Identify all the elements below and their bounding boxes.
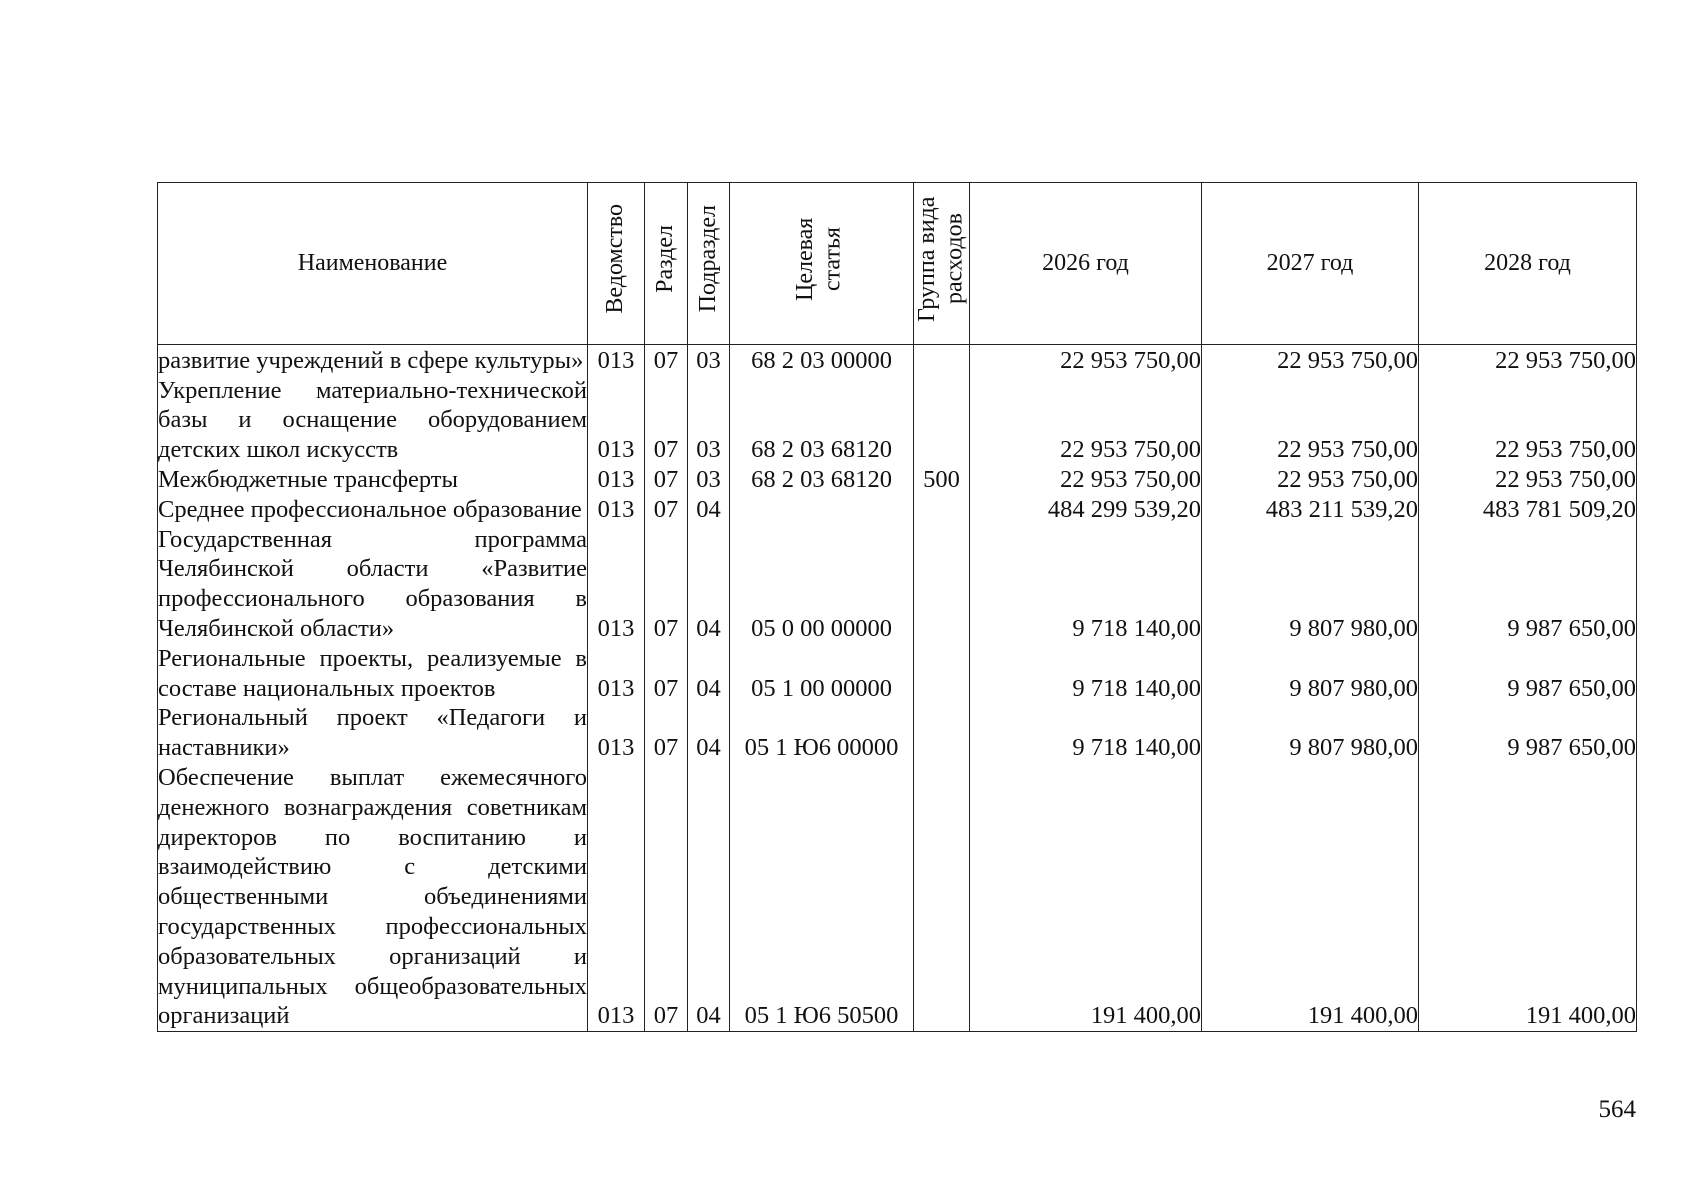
row-subsection-code: 03 — [688, 465, 730, 495]
row-section-code: 07 — [645, 376, 688, 465]
row-amount-2028: 22 953 750,00 — [1419, 344, 1637, 375]
page-number: 564 — [1598, 1096, 1636, 1123]
row-amount-2026: 191 400,00 — [970, 763, 1202, 1032]
row-subsection-code: 03 — [688, 344, 730, 375]
budget-table — [157, 182, 1637, 1032]
row-amount-2027: 9 807 980,00 — [1202, 703, 1419, 763]
row-subsection-code: 04 — [688, 495, 730, 525]
row-amount-2026: 9 718 140,00 — [970, 644, 1202, 704]
row-name: Среднее профессиональное образование — [158, 495, 588, 525]
row-department-code: 013 — [588, 525, 645, 644]
table-body — [158, 344, 1637, 1031]
row-name: Государственная программа Челябинской области «Развитие профессионального образования в Челябинской области» — [158, 525, 587, 642]
row-subsection-code: 03 — [688, 376, 730, 465]
row-target-article: 05 0 00 00000 — [730, 525, 914, 644]
row-amount-2027: 9 807 980,00 — [1202, 644, 1419, 704]
row-target-article: 05 1 Ю6 50500 — [730, 763, 914, 1032]
row-amount-2028: 22 953 750,00 — [1419, 376, 1637, 465]
table-row — [158, 644, 1637, 704]
table-row — [158, 376, 1637, 465]
row-amount-2028: 9 987 650,00 — [1419, 703, 1637, 763]
header-year-2026: 2026 год — [970, 183, 1202, 345]
row-name: Обеспечение выплат ежемесячного денежного вознаграждения советникам директоров по воспитанию и взаимодействию с детскими общественными объединениями государственных профессиональных образовательных организаций и муниципальных общеобразовательных организаций — [158, 763, 588, 1032]
row-department-code: 013 — [588, 644, 645, 704]
row-department-code: 013 — [588, 344, 645, 375]
header-year-2028: 2028 год — [1419, 183, 1637, 345]
row-name: Региональные проекты, реализуемые в составе национальных проектов — [158, 644, 587, 702]
row-amount-2028: 9 987 650,00 — [1419, 525, 1637, 644]
row-section-code: 07 — [645, 763, 688, 1032]
row-amount-2027: 22 953 750,00 — [1202, 465, 1419, 495]
row-target-article — [730, 495, 914, 525]
row-expense-group — [914, 644, 970, 704]
row-amount-2026: 22 953 750,00 — [970, 465, 1202, 495]
row-amount-2026: 22 953 750,00 — [970, 344, 1202, 375]
table-row — [158, 495, 1637, 525]
row-amount-2028: 191 400,00 — [1419, 763, 1637, 1032]
table-row — [158, 763, 1637, 1032]
row-subsection-code: 04 — [688, 703, 730, 763]
row-expense-group — [914, 495, 970, 525]
header-department: Ведомство — [588, 183, 645, 345]
header-subsection: Подраздел — [688, 183, 730, 345]
row-expense-group — [914, 525, 970, 644]
header-row — [158, 183, 1637, 345]
row-target-article: 68 2 03 00000 — [730, 344, 914, 375]
row-amount-2026: 9 718 140,00 — [970, 525, 1202, 644]
row-expense-group — [914, 344, 970, 375]
row-section-code: 07 — [645, 525, 688, 644]
row-target-article: 68 2 03 68120 — [730, 465, 914, 495]
row-department-code: 013 — [588, 495, 645, 525]
header-target-article: Целевая статья — [730, 183, 914, 345]
header-section: Раздел — [645, 183, 688, 345]
row-expense-group — [914, 703, 970, 763]
row-amount-2028: 483 781 509,20 — [1419, 495, 1637, 525]
row-name: Межбюджетные трансферты — [158, 465, 588, 495]
row-amount-2026: 484 299 539,20 — [970, 495, 1202, 525]
row-amount-2027: 9 807 980,00 — [1202, 525, 1419, 644]
row-amount-2028: 22 953 750,00 — [1419, 465, 1637, 495]
row-section-code: 07 — [645, 465, 688, 495]
row-amount-2026: 9 718 140,00 — [970, 703, 1202, 763]
row-target-article: 68 2 03 68120 — [730, 376, 914, 465]
header-expense-group: Группа вида расходов — [914, 183, 970, 345]
row-amount-2027: 22 953 750,00 — [1202, 344, 1419, 375]
row-subsection-code: 04 — [688, 525, 730, 644]
row-amount-2026: 22 953 750,00 — [970, 376, 1202, 465]
row-department-code: 013 — [588, 376, 645, 465]
row-expense-group — [914, 763, 970, 1032]
row-name: развитие учреждений в сфере культуры» — [158, 344, 588, 375]
row-section-code: 07 — [645, 495, 688, 525]
row-section-code: 07 — [645, 703, 688, 763]
row-subsection-code: 04 — [688, 644, 730, 704]
row-department-code: 013 — [588, 703, 645, 763]
row-subsection-code: 04 — [688, 763, 730, 1032]
table-row — [158, 465, 1637, 495]
row-department-code: 013 — [588, 763, 645, 1032]
header-year-2027: 2027 год — [1202, 183, 1419, 345]
row-amount-2027: 191 400,00 — [1202, 763, 1419, 1032]
row-target-article: 05 1 00 00000 — [730, 644, 914, 704]
table-row — [158, 525, 1637, 644]
row-name: Региональный проект «Педагоги и наставники» — [158, 704, 587, 762]
row-amount-2027: 483 211 539,20 — [1202, 495, 1419, 525]
row-target-article: 05 1 Ю6 00000 — [730, 703, 914, 763]
row-department-code: 013 — [588, 465, 645, 495]
row-expense-group: 500 — [914, 465, 970, 495]
row-expense-group — [914, 376, 970, 465]
row-section-code: 07 — [645, 344, 688, 375]
row-amount-2027: 22 953 750,00 — [1202, 376, 1419, 465]
table-row — [158, 703, 1637, 763]
row-amount-2028: 9 987 650,00 — [1419, 644, 1637, 704]
table-row — [158, 344, 1637, 375]
row-section-code: 07 — [645, 644, 688, 704]
row-name: Укрепление материально-технической базы и оснащение оборудованием детских школ искусств — [158, 376, 587, 464]
header-name: Наименование — [158, 183, 588, 345]
